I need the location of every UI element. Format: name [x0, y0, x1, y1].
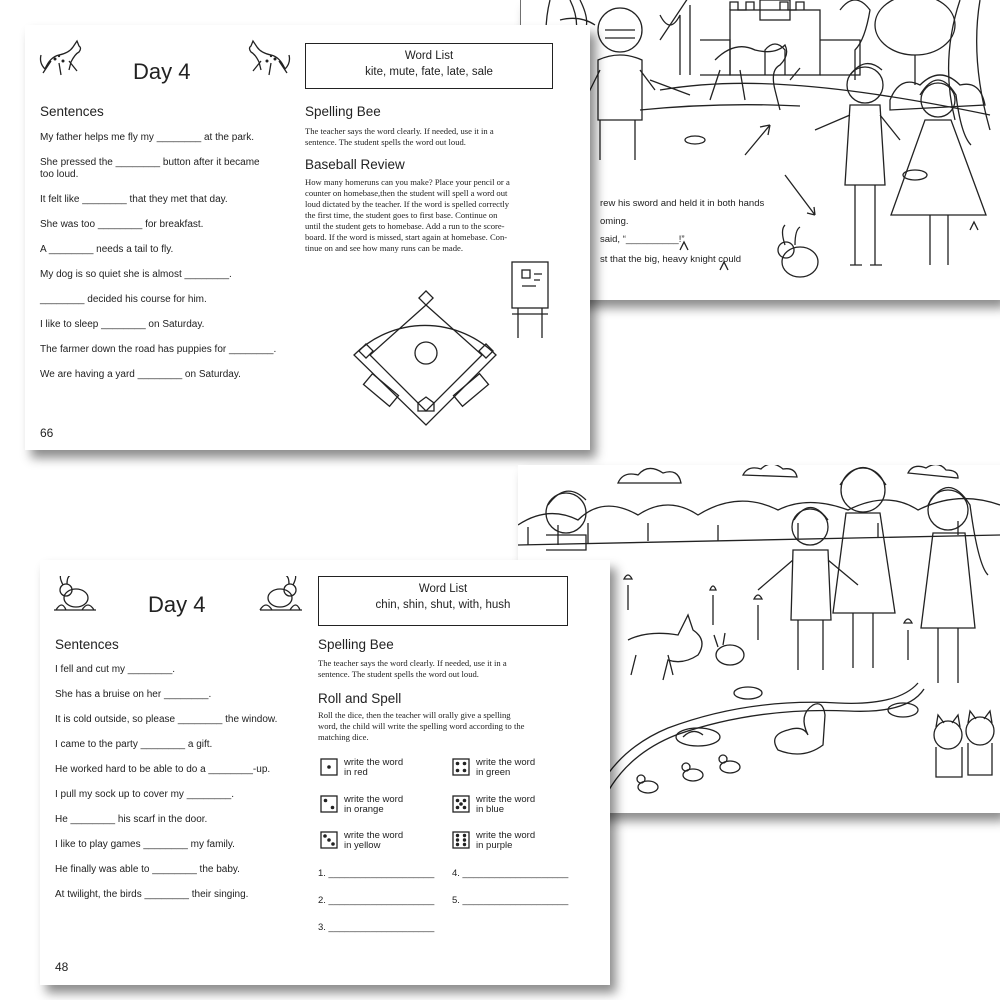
baseball-line: the first time, the student goes to first base. Continue on	[305, 210, 498, 220]
sentences-heading: Sentences	[40, 104, 104, 119]
baseball-diamond-icon	[350, 287, 502, 427]
sentence-5: He worked hard to be able to do a ________-up.	[55, 764, 271, 775]
baseball-review-heading: Baseball Review	[305, 157, 405, 172]
castle-knight-illustration	[520, 0, 1000, 300]
baseball-line: How many homeruns can you make? Place your pencil or a	[305, 177, 510, 187]
baseball-line: loud dictated by the teacher. If the word is spelled correctly	[305, 199, 510, 209]
baseball-line: counter on homebase,then the student will spell a word out	[305, 188, 508, 198]
roll-and-spell-heading: Roll and Spell	[318, 691, 402, 706]
spelling-bee-heading: Spelling Bee	[318, 637, 394, 652]
word-list-box	[318, 576, 568, 626]
answer-line-5[interactable]: 5. ____________________	[452, 895, 569, 906]
coloring-page-castle	[520, 0, 1000, 300]
dice-label: write the word in yellow	[344, 830, 404, 851]
sentence-10: We are having a yard ________ on Saturday.	[40, 369, 241, 380]
dice-legend	[320, 758, 590, 868]
sentence-1: My father helps me fly my ________ at the park.	[40, 132, 254, 143]
coloring-text-line-2: oming.	[600, 216, 629, 227]
bunny-icon	[258, 576, 304, 612]
spelling-bee-line: sentence. The student spells the word out loud.	[318, 669, 479, 679]
word-list-box	[305, 43, 553, 89]
spelling-bee-instructions	[305, 126, 575, 148]
baseball-line: tinue on and see how many runs can be made.	[305, 243, 463, 253]
sentence-10: At twilight, the birds ________ their singing.	[55, 889, 249, 900]
sentence-4: She was too ________ for breakfast.	[40, 219, 204, 230]
roll-line: Roll the dice, then the teacher will orally give a spelling	[318, 710, 511, 720]
dice-label: write the word in blue	[476, 794, 536, 815]
roll-and-spell-instructions	[318, 710, 603, 743]
sentence-2-cont: too loud.	[40, 169, 79, 180]
dice-icon	[452, 795, 470, 813]
answer-line-3[interactable]: 3. ____________________	[318, 922, 435, 933]
sentence-2: She pressed the ________ button after it became	[40, 157, 260, 168]
sentence-6: I pull my sock up to cover my ________.	[55, 789, 234, 800]
coloring-text-line-3: said, “__________!”	[600, 234, 685, 245]
sentences-heading: Sentences	[55, 637, 119, 652]
spelling-bee-line: The teacher says the word clearly. If needed, use it in a	[305, 126, 494, 136]
page-number: 66	[40, 426, 54, 440]
roll-line: matching dice.	[318, 732, 369, 742]
word-list-words: chin, shin, shut, with, hush	[375, 599, 511, 611]
sentence-3: It is cold outside, so please ________ the window.	[55, 714, 278, 725]
dice-icon	[320, 795, 338, 813]
dice-label: write the word in green	[476, 757, 536, 778]
dice-icon	[452, 758, 470, 776]
horse-icon	[37, 39, 87, 77]
dice-icon	[320, 758, 338, 776]
bunny-icon	[52, 576, 98, 612]
roll-line: word, the child will write the spelling word according to the	[318, 721, 525, 731]
worksheet-page-66	[25, 25, 590, 450]
spelling-bee-line: The teacher says the word clearly. If needed, use it in a	[318, 658, 507, 668]
coloring-text-line-4: st that the big, heavy knight could	[600, 254, 742, 265]
sentence-1: I fell and cut my ________.	[55, 664, 176, 675]
sentence-2: She has a bruise on her ________.	[55, 689, 212, 700]
answer-line-4[interactable]: 4. ____________________	[452, 868, 569, 879]
word-list-title: Word List	[418, 583, 468, 595]
horse-icon	[243, 39, 293, 77]
spelling-bee-line: sentence. The student spells the word out loud.	[305, 137, 466, 147]
day-title: Day 4	[133, 59, 191, 84]
sentence-8: I like to sleep ________ on Saturday.	[40, 319, 205, 330]
dice-icon	[452, 831, 470, 849]
dice-label: write the word in orange	[344, 794, 404, 815]
scoreboard-icon	[508, 258, 556, 340]
sentence-7: He ________ his scarf in the door.	[55, 814, 208, 825]
sentence-9: He finally was able to ________ the baby.	[55, 864, 240, 875]
coloring-text-line-1: rew his sword and held it in both hands	[600, 198, 765, 209]
page-number: 48	[55, 960, 69, 974]
baseball-review-instructions	[305, 177, 575, 254]
spelling-bee-instructions	[318, 658, 598, 680]
word-list-words: kite, mute, fate, late, sale	[365, 66, 493, 78]
sentence-6: My dog is so quiet she is almost ________.	[40, 269, 232, 280]
baseball-line: until the student gets to homebase. Add a run to the score-	[305, 221, 505, 231]
spelling-bee-heading: Spelling Bee	[305, 104, 381, 119]
worksheet-page-48	[40, 560, 610, 985]
dice-icon	[320, 831, 338, 849]
day-title: Day 4	[148, 592, 206, 617]
sentence-4: I came to the party ________ a gift.	[55, 739, 213, 750]
sentence-7: ________ decided his course for him.	[40, 294, 207, 305]
sentence-3: It felt like ________ that they met that day.	[40, 194, 228, 205]
dice-label: write the word in purple	[476, 830, 536, 851]
sentence-9: The farmer down the road has puppies for ________.	[40, 344, 277, 355]
baseball-line: board. If the word is missed, start again at homebase. Con-	[305, 232, 508, 242]
answer-line-1[interactable]: 1. ____________________	[318, 868, 435, 879]
answer-line-2[interactable]: 2. ____________________	[318, 895, 435, 906]
word-list-title: Word List	[404, 50, 454, 62]
sentence-8: I like to play games ________ my family.	[55, 839, 235, 850]
dice-label: write the word in red	[344, 757, 404, 778]
sentence-5: A ________ needs a tail to fly.	[40, 244, 174, 255]
